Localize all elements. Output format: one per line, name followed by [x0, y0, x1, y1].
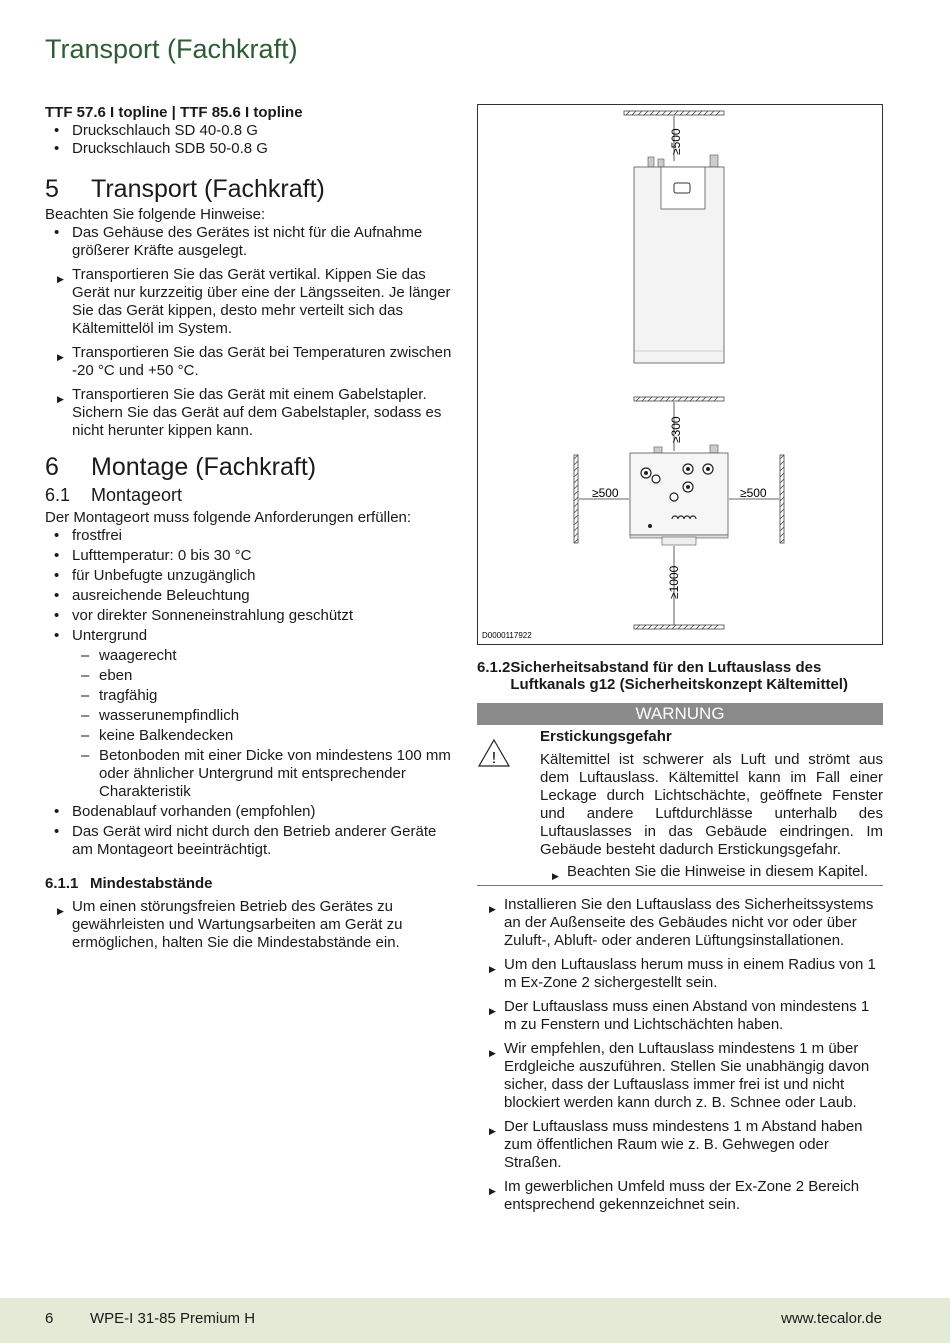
rear-clearance-label: ≥300 — [669, 416, 683, 443]
section-title: Montage (Fachkraft) — [91, 453, 317, 481]
list-item: • Lufttemperatur: 0 bis 30 °C — [45, 547, 455, 565]
product-name: WPE-I 31-85 Premium H — [90, 1310, 256, 1327]
right-wall-hatch — [780, 455, 784, 543]
section-title: Mindestabstände — [90, 875, 213, 892]
section-number: 5 — [45, 175, 59, 203]
step-item: ▶ Um einen störungsfreien Betrieb des Gerätes zu gewährleisten und Wartungsarbeiten am Gerät zu ermöglichen, halten Sie die Mindestabstände ein. — [45, 898, 455, 952]
unit-front-view — [634, 155, 724, 363]
transport-steps — [45, 266, 455, 440]
warning-label: WARNUNG — [477, 703, 883, 725]
list-item: • ausreichende Beleuchtung — [45, 587, 455, 605]
section-title: Sicherheitsabstand für den Luftauslass des Luftkanals g12 (Sicherheitskonzept Kältemittel) — [510, 659, 848, 693]
list-item: • Druckschlauch SDB 50-0.8 G — [45, 140, 455, 158]
section-6-1-2-heading — [477, 659, 883, 693]
requirement-list — [45, 527, 455, 645]
warning-heading: Erstickungsgefahr — [540, 728, 672, 745]
step-item: ▶ Transportieren Sie das Gerät vertikal. Kippen Sie das Gerät nur kurzzeitig über eine der Längsseiten. Je länger Sie das Gerät kippen, desto mehr verteilt sich das Kältemittelöl im System. — [45, 266, 455, 338]
clearance-steps — [45, 898, 455, 952]
warning-icon — [477, 728, 540, 881]
warning-actions — [540, 863, 883, 881]
air-outlet-steps — [477, 896, 883, 1214]
list-item: – keine Balkendecken — [45, 727, 455, 745]
section-6-1-1-heading — [45, 875, 455, 893]
right-column — [477, 104, 883, 1220]
top-clearance-label: ≥500 — [669, 128, 683, 155]
list-item: – wasserunempfindlich — [45, 707, 455, 725]
clearance-diagram — [478, 105, 882, 644]
left-column — [45, 104, 455, 958]
website-link[interactable]: www.tecalor.de — [781, 1310, 882, 1327]
page-footer — [0, 1298, 950, 1343]
list-item: – eben — [45, 667, 455, 685]
unit-top-view — [630, 445, 728, 545]
page-number: 6 — [45, 1310, 54, 1327]
right-clearance-label: ≥500 — [740, 486, 767, 500]
ground-list — [45, 647, 455, 801]
step-item: ▶ Beachten Sie die Hinweise in diesem Kapitel. — [540, 863, 883, 881]
rear-wall-hatch — [634, 397, 724, 401]
section-5-heading — [45, 175, 455, 203]
list-item: • Das Gerät wird nicht durch den Betrieb anderer Geräte am Montageort beeinträchtigt. — [45, 823, 455, 859]
list-item: • frostfrei — [45, 527, 455, 545]
figure-code: D0000117922 — [482, 631, 532, 640]
list-item: – waagerecht — [45, 647, 455, 665]
list-item: • vor direkter Sonneneinstrahlung geschützt — [45, 607, 455, 625]
list-item: • Das Gehäuse des Gerätes ist nicht für die Aufnahme größerer Kräfte ausgelegt. — [45, 224, 455, 260]
list-item: – Betonboden mit einer Dicke von mindestens 100 mm oder ähnlicher Untergrund mit entsprechender Charakteristik — [45, 747, 455, 801]
note-list — [45, 224, 455, 260]
section-number: 6.1.1 — [45, 875, 79, 892]
section-number: 6.1 — [45, 485, 71, 505]
warning-text: Kältemittel ist schwerer als Luft und strömt aus dem Luftauslass. Kältemittel kann im Fall einer Leckage durch Lichtschächte, geöffnete Fenster und andere Luftdurchlässe unterhalb des Luftauslasses in das Gebäude eindringen. Im Gebäude besteht dadurch Erstickungsgefahr. — [540, 751, 883, 858]
front-clearance-label: ≥1000 — [667, 565, 681, 599]
clearance-figure — [477, 104, 883, 645]
section-number: 6 — [45, 453, 59, 481]
list-item: • Bodenablauf vorhanden (empfohlen) — [45, 803, 455, 821]
step-item: ▶ Der Luftauslass muss mindestens 1 m Abstand haben zum öffentlichen Raum wie z. B. Gehwegen oder Straßen. — [477, 1118, 883, 1172]
section-6-1-heading — [45, 486, 455, 504]
page-header-title: Transport (Fachkraft) — [45, 34, 298, 64]
warning-box — [477, 703, 883, 886]
list-item: – tragfähig — [45, 687, 455, 705]
section-number: 6.1.2 — [477, 659, 511, 676]
section-title: Transport (Fachkraft) — [91, 175, 325, 203]
step-item: ▶ Im gewerblichen Umfeld muss der Ex-Zone 2 Bereich entsprechend gekennzeichnet sein. — [477, 1178, 883, 1214]
requirement-list-continued — [45, 803, 455, 859]
left-wall-hatch — [574, 455, 578, 543]
step-item: ▶ Transportieren Sie das Gerät mit einem Gabelstapler. Sichern Sie das Gerät auf dem Gabelstapler, sodass es nicht herunter kippen kann. — [45, 386, 455, 440]
left-clearance-label: ≥500 — [592, 486, 619, 500]
section-6-heading — [45, 453, 455, 481]
svg-text:!: ! — [491, 750, 497, 767]
list-item: • für Unbefugte unzugänglich — [45, 567, 455, 585]
hose-list — [45, 122, 455, 158]
list-item: • Druckschlauch SD 40-0.8 G — [45, 122, 455, 140]
front-wall-hatch — [634, 625, 724, 629]
model-heading: TTF 57.6 I topline | TTF 85.6 I topline — [45, 104, 303, 121]
ceiling-hatch — [624, 111, 724, 115]
step-item: ▶ Der Luftauslass muss einen Abstand von mindestens 1 m zu Fenstern und Lichtschächten haben. — [477, 998, 883, 1034]
step-item: ▶ Transportieren Sie das Gerät bei Temperaturen zwischen -20 °C und +50 °C. — [45, 344, 455, 380]
step-item: ▶ Wir empfehlen, den Luftauslass mindestens 1 m über Erdgleiche auszuführen. Stellen Sie unabhängig davon sicher, dass der Luftauslass immer frei ist und nicht blockiert werden kann durch z. B. Schnee oder Laub. — [477, 1040, 883, 1112]
step-item: ▶ Um den Luftauslass herum muss in einem Radius von 1 m Ex-Zone 2 sichergestellt sein. — [477, 956, 883, 992]
step-item: ▶ Installieren Sie den Luftauslass des Sicherheitssystems an der Außenseite des Gebäudes nicht vor oder über Zuluft-, Abluft- oder anderen Lüftungsinstallationen. — [477, 896, 883, 950]
section-title: Montageort — [91, 485, 183, 505]
list-item: • Untergrund — [45, 627, 455, 645]
intro-text: Beachten Sie folgende Hinweise: — [45, 206, 266, 223]
intro-text: Der Montageort muss folgende Anforderungen erfüllen: — [45, 509, 412, 526]
